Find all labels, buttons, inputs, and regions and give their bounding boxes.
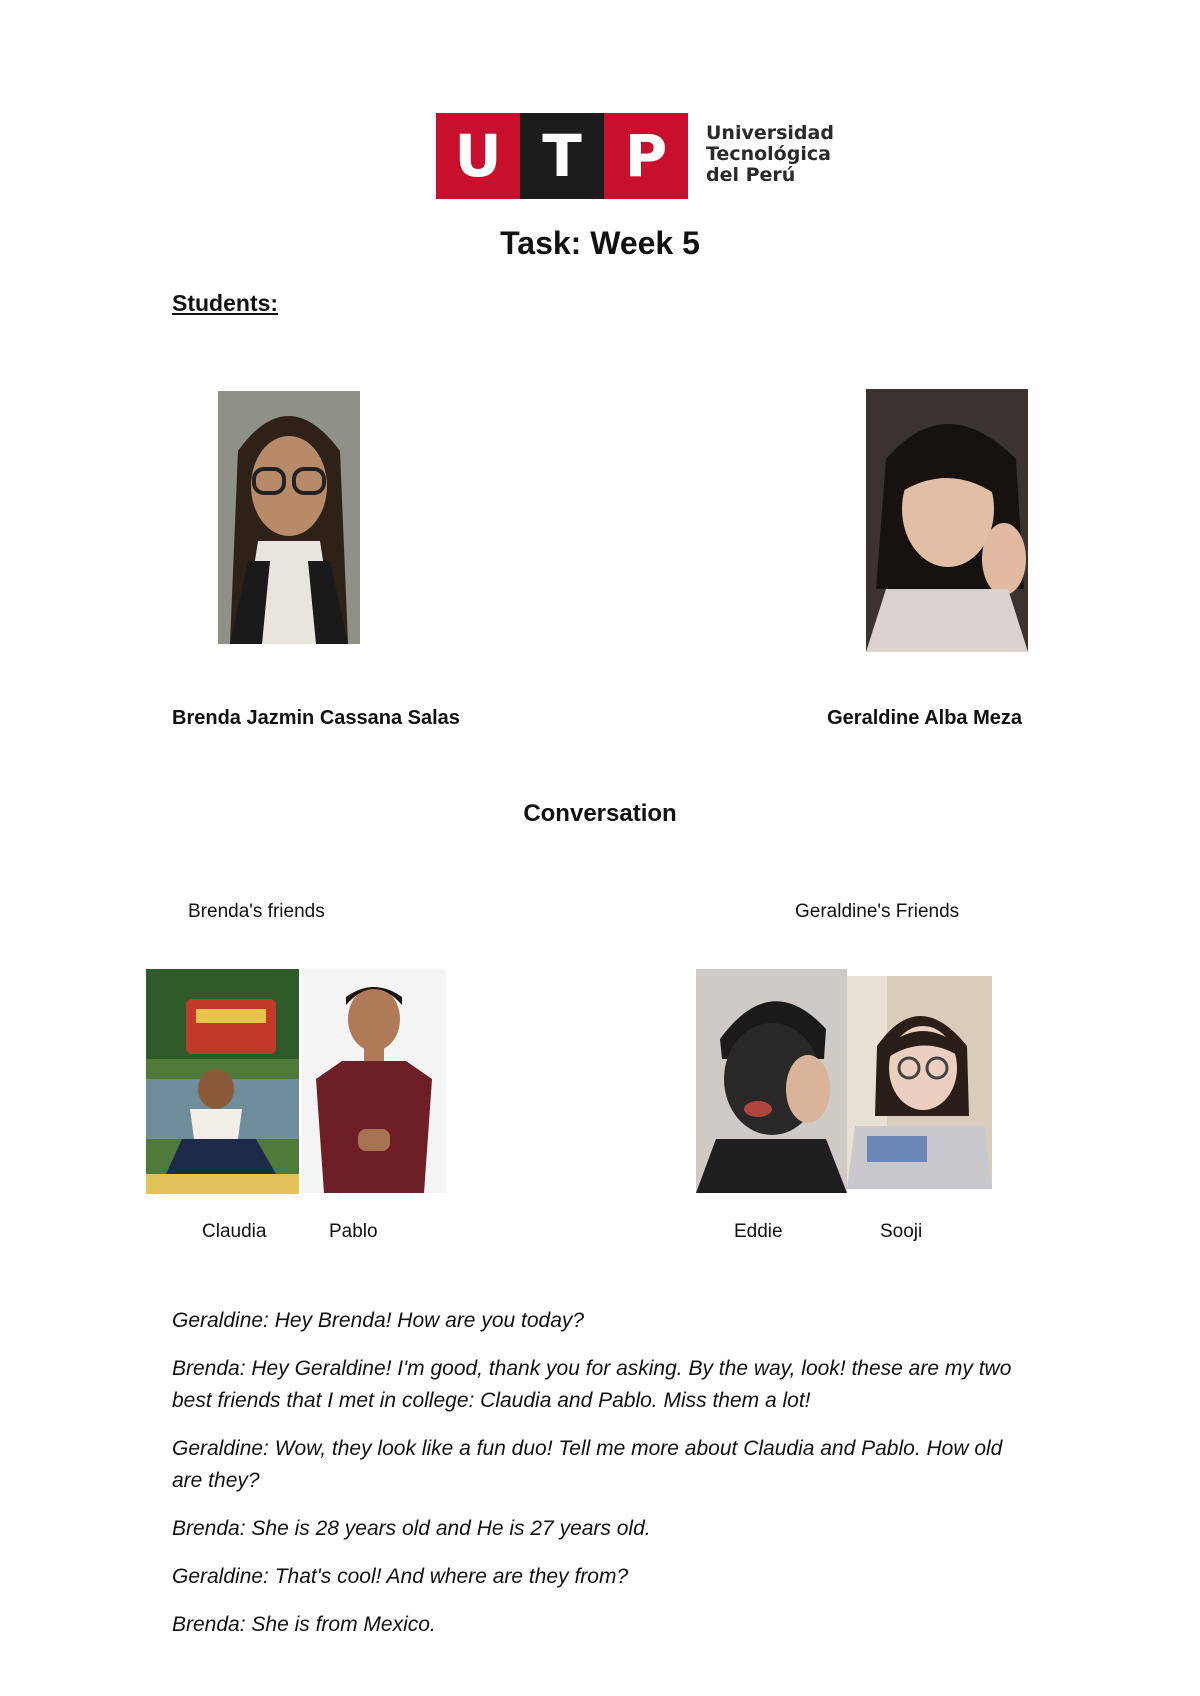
conversation-title: Conversation [523,800,677,827]
student-photo-brenda [218,391,360,644]
group-label-brenda-friends: Brenda's friends [188,901,325,922]
dialogue-line: Brenda: Hey Geraldine! I'm good, thank you for asking. By the way, look! these are my two best friends that I met in college: Claudia and Pablo. Miss them a lot! [172,1357,1012,1412]
group-label-geraldine-friends: Geraldine's Friends [795,901,960,922]
friend-name-pablo: Pablo [329,1221,378,1242]
friend-photo-eddie [696,969,847,1193]
friend-photo-pablo [302,969,446,1193]
dialogue-line: Geraldine: That's cool! And where are they from? [172,1565,629,1588]
dialogue-line: Geraldine: Wow, they look like a fun duo! Tell me more about Claudia and Pablo. How old are they? [172,1437,1003,1492]
utp-logo [436,113,834,199]
logo-university-name: Universidad Tecnológica del Perú [706,122,834,186]
friend-photo-sooji [847,976,992,1189]
friend-name-eddie: Eddie [734,1221,783,1242]
logo-letter-t: T [520,113,604,199]
dialogue-line: Brenda: She is from Mexico. [172,1613,436,1636]
student-name-geraldine: Geraldine Alba Meza [827,707,1022,729]
dialogue-line: Geraldine: Hey Brenda! How are you today? [172,1309,585,1332]
student-photo-geraldine [866,389,1028,652]
friend-name-sooji: Sooji [880,1221,923,1242]
friend-photo-claudia [146,969,299,1194]
dialogue [172,1305,1022,1657]
logo-letter-p: P [604,113,688,199]
student-name-brenda: Brenda Jazmin Cassana Salas [172,707,460,729]
logo-letter-u: U [436,113,520,199]
document-title: Task: Week 5 [500,225,700,261]
students-heading: Students: [172,290,279,316]
dialogue-line: Brenda: She is 28 years old and He is 27 years old. [172,1517,651,1540]
friend-name-claudia: Claudia [202,1221,267,1242]
